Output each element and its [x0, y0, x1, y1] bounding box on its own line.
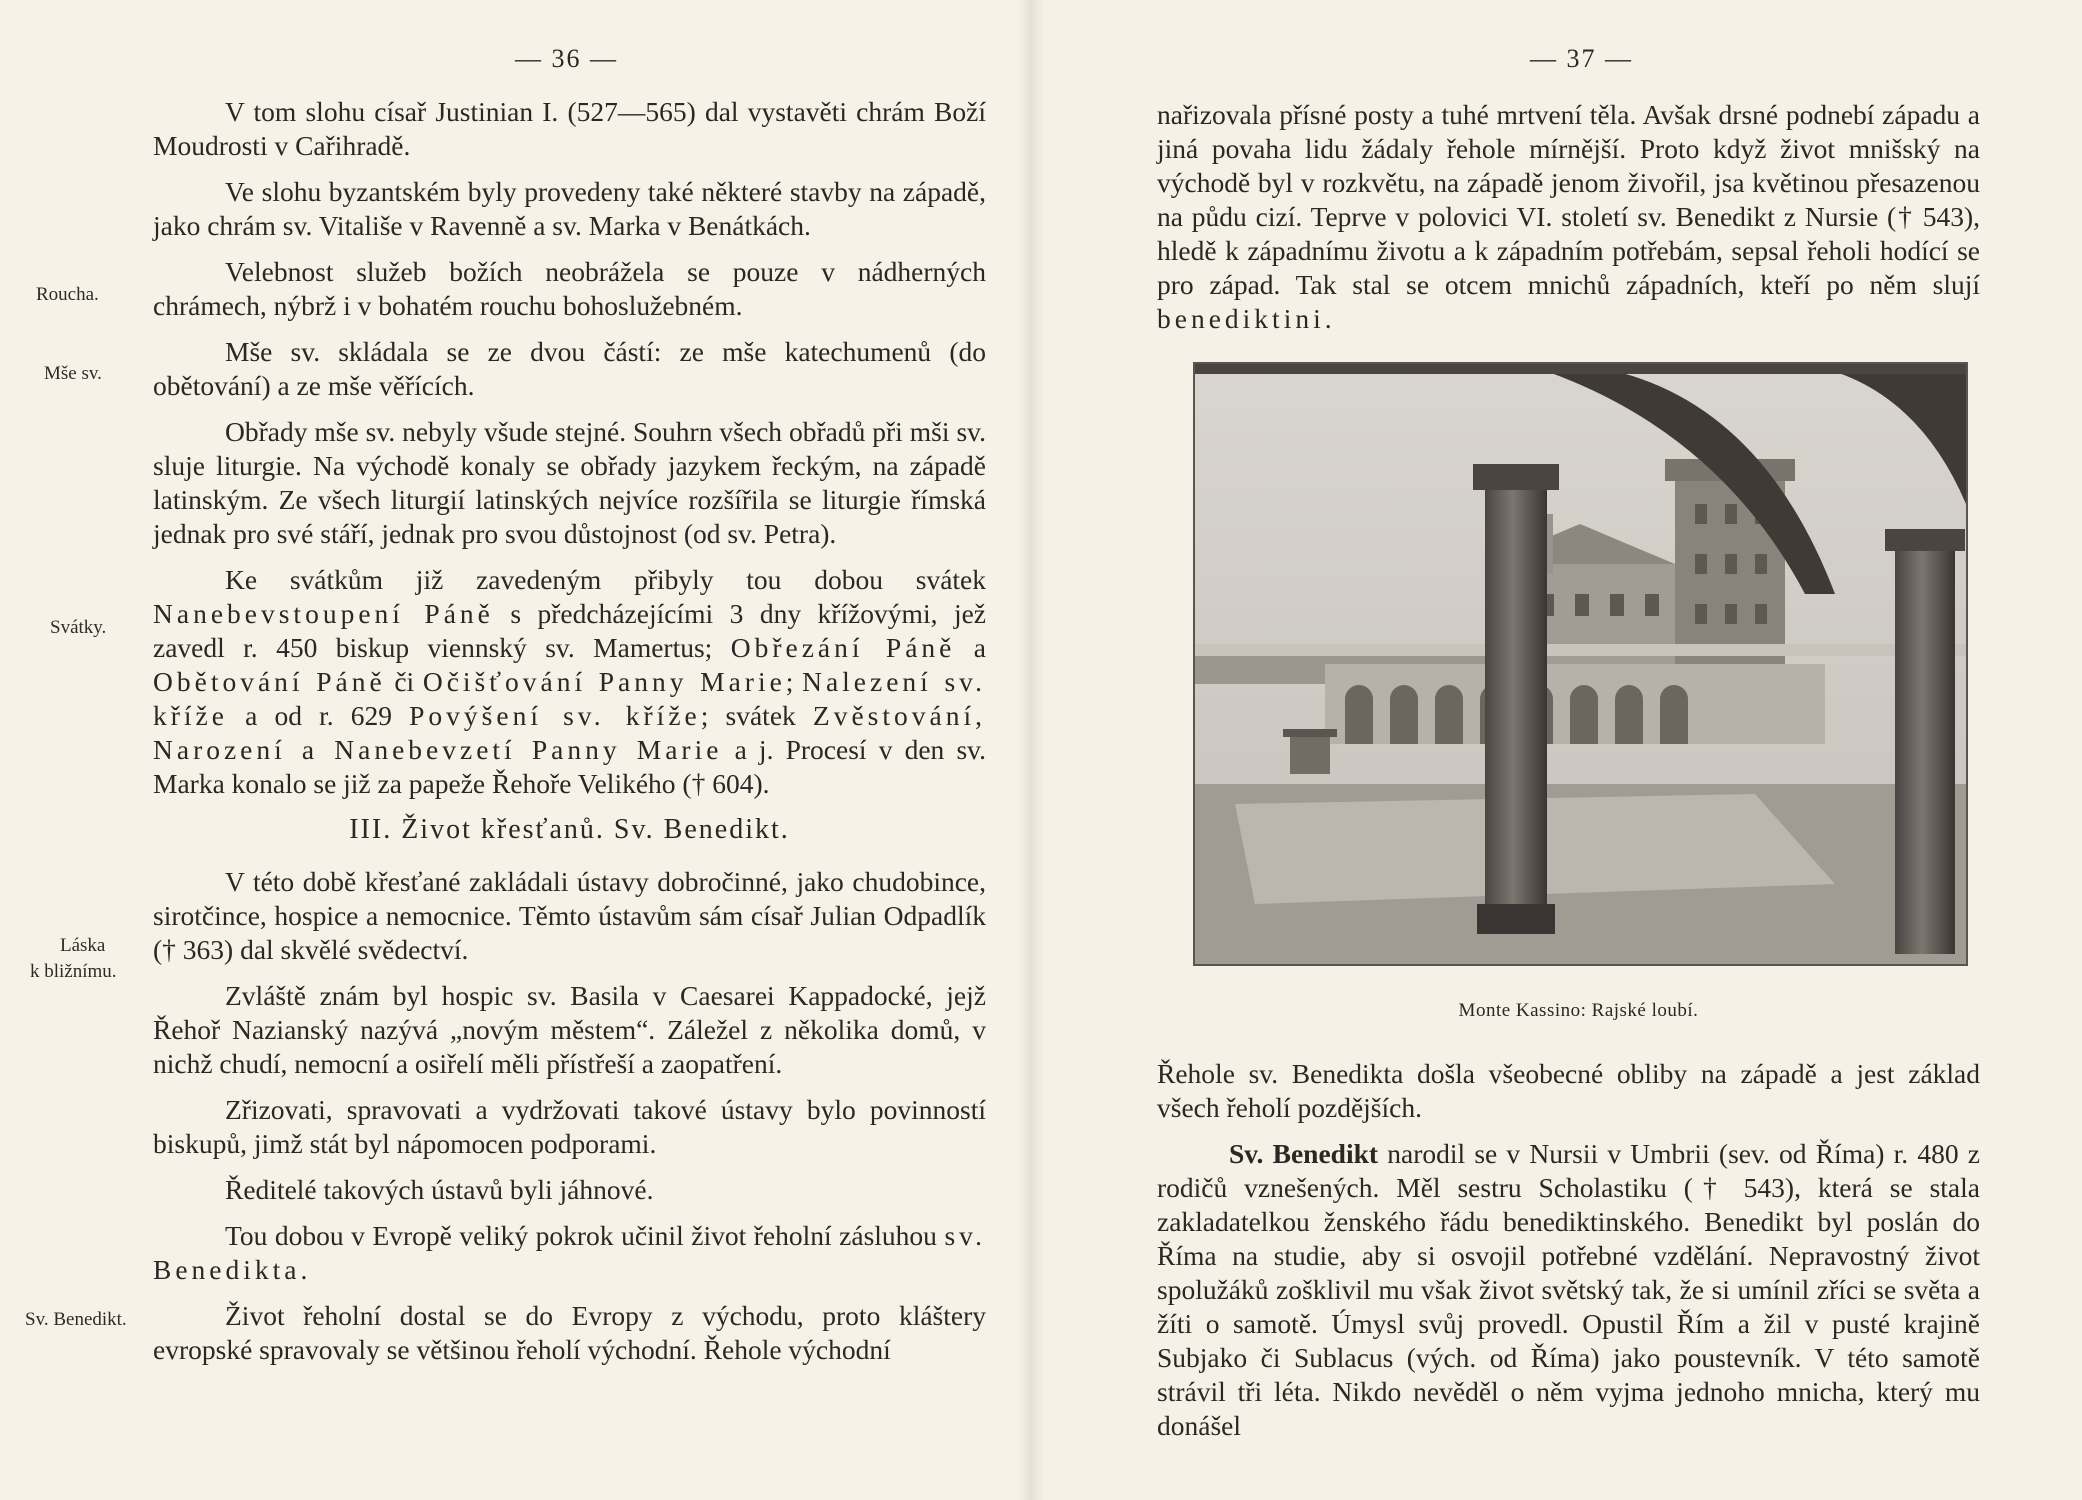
text-run: Ke svátkům již zavedeným přibyly tou dobou svátek — [225, 564, 986, 595]
right-page-text-top — [1157, 98, 1980, 348]
text-run: Tou dobou v Evropě veliký pokrok učinil život řeholní zásluhou — [225, 1220, 945, 1251]
text-run: . — [1324, 303, 1332, 334]
paragraph: V tom slohu císař Justinian I. (527—565) dal vystavěti chrám Boží Moudrosti v Cařihradě. — [153, 96, 986, 161]
feast-name: Očišťování Panny Marie — [422, 666, 786, 697]
paragraph: Život řeholní dostal se do Evropy z východu, proto kláštery evropské spravovaly se většinou řeholí východní. Řehole východní — [153, 1300, 986, 1365]
text-run: či — [385, 666, 423, 697]
left-page-text — [153, 95, 986, 1379]
paragraph — [153, 1219, 986, 1287]
text-run: a j. Procesí v den sv. Marka konalo se již za papeže Řehoře Velikého († 604). — [153, 734, 986, 799]
text-run: a od r. 629 — [227, 700, 410, 731]
paragraph: Řehole sv. Benedikta došla všeobecné obliby na západě a jest základ všech řeholí pozdějších. — [1157, 1058, 1980, 1123]
feast-name: Nanebevstoupení Páně — [153, 598, 494, 629]
paragraph: Obřady mše sv. nebyly všude stejné. Souhrn všech obřadů při mši sv. sluje liturgie. Na východě konaly se obřady jazykem řeckým, na západě latinským. Ze všech liturgií latinských nejvíce rozšířila se liturgie římská jednak pro své stáří, jednak pro svou důstojnost (od sv. Petra). — [153, 416, 986, 549]
margin-note-laska: Láska — [60, 935, 106, 956]
text-run: ; svátek — [700, 700, 813, 731]
emphasis-name: benediktini — [1157, 303, 1325, 334]
book-gutter — [1018, 0, 1044, 1500]
feast-name: Obětování Páně — [153, 666, 386, 697]
page-number-right: — 37 — — [1530, 44, 1633, 73]
margin-note-mse: Mše sv. — [44, 363, 102, 384]
margin-note-sv-benedikt: Sv. Benedikt. — [25, 1309, 127, 1330]
paragraph: Zřizovati, spravovati a vydržovati takové ústavy bylo povinností biskupů, jimž stát byl nápomocen podporami. — [153, 1094, 986, 1159]
text-run: . — [300, 1254, 308, 1285]
paragraph: V této době křesťané zakládali ústavy dobročinné, jako chudobince, sirotčince, hospice a nemocnice. Těmto ústavům sám císař Julian Odpadlík († 363) dal skvělé svědectví. — [153, 866, 986, 965]
text-run: narodil se v Nursii v Umbrii (sev. od Říma) r. 480 z rodičů vznešených. Měl sestru Scholastiku († 543), která se stala zakladatelkou ženského řádu benediktinského. Benedikt byl poslán do Říma na studie, aby si osvojil potřebné vzdělání. Nepravostný život spolužáků zošklivil mu však život světský tak, že si umínil zříci se světa a žíti o samotě. Úmysl svůj provedl. Opustil Řím a žil v pusté krajině Subjako či Sublacus (vých. od Říma) jako poustevník. V této samotě strávil tři léta. Nikdo nevěděl o něm vyjma jednoho mnicha, který mu donášel — [1157, 1138, 1981, 1441]
feast-name: Nalezení sv. kříže — [153, 666, 986, 731]
text-run: a — [955, 632, 986, 663]
paragraph: Ve slohu byzantském byly provedeny také některé stavby na západě, jako chrám sv. Vitališe v Ravenně a sv. Marka v Benátkách. — [153, 176, 986, 241]
text-run: ; — [785, 666, 803, 697]
feast-name: Zvěstování, Narození a Nanebevzetí Panny Marie — [153, 700, 986, 765]
paragraph: Mše sv. skládala se ze dvou částí: ze mše katechumenů (do obětování) a ze mše věřících. — [153, 336, 986, 401]
saint-name: Sv. Benedikt — [1229, 1138, 1379, 1169]
paragraph-feasts — [153, 563, 986, 801]
section-heading: III. Život křesťanů. Sv. Benedikt. — [349, 814, 790, 845]
paragraph — [1157, 98, 1980, 336]
paragraph — [1157, 1137, 1980, 1443]
feast-name: Obřezání Páně — [730, 632, 956, 663]
margin-note-k-bliznimu: k bližnímu. — [30, 961, 117, 982]
paragraph: Zvláště znám byl hospic sv. Basila v Caesarei Kappadocké, jejž Řehoř Nazianský nazývá „novým městem“. Záležel z několika domů, v nichž chudí, nemocní a osiřelí měli přístřeší a zaopatření. — [153, 980, 986, 1079]
text-run: s předcházejícími 3 dny křížovými, jež zavedl r. 450 biskup viennský sv. Mamertus; — [153, 598, 986, 663]
margin-note-svatky: Svátky. — [50, 617, 107, 638]
page-number-left: — 36 — — [515, 44, 618, 73]
monte-cassino-photo — [1193, 362, 1968, 966]
right-page-text-bottom — [1157, 1057, 1980, 1455]
paragraph: Ředitelé takových ústavů byli jáhnové. — [225, 1174, 654, 1205]
cloister-illustration — [1195, 364, 1966, 964]
photo-caption: Monte Kassino: Rajské loubí. — [1458, 1000, 1699, 1021]
emphasis-name: sv. Benedikta — [153, 1220, 986, 1285]
margin-note-roucha: Roucha. — [36, 284, 99, 305]
paragraph: Velebnost služeb božích neobrážela se pouze v nádherných chrámech, nýbrž i v bohatém rouchu bohoslužebném. — [153, 256, 986, 321]
text-run: nařizovala přísné posty a tuhé mrtvení těla. Avšak drsné podnebí západu a jiná povaha lidu žádaly řehole mírnější. Proto když život mnišský na východě byl v rozkvětu, na západě jenom živořil, jsa květinou přesazenou na půdu cizí. Teprve v polovici VI. století sv. Benedikt z Nursie († 543), hledě k západnímu životu a k západním potřebám, sepsal řeholi hodící se pro západ. Tak stal se otcem mnichů západních, kteří po něm slují — [1157, 99, 1980, 300]
feast-name: Povýšení sv. kříže — [409, 700, 701, 731]
